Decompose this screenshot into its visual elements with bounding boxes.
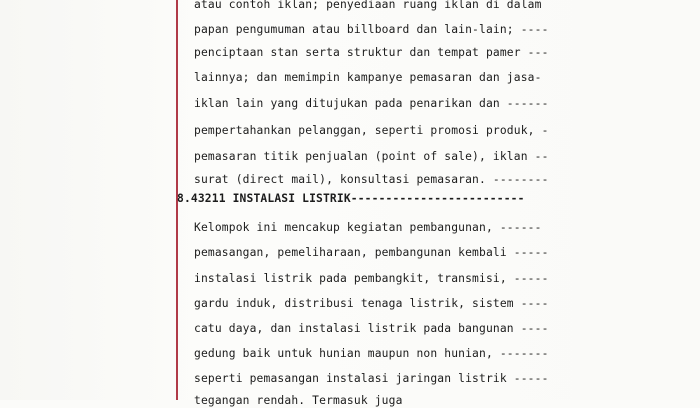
section-heading: 8.43211 INSTALASI LISTRIK------------------------- (177, 192, 525, 205)
body-line: catu daya, dan instalasi listrik pada bangunan ---- (194, 322, 549, 335)
body-line: instalasi listrik pada pembangkit, transmisi, ----- (194, 272, 549, 285)
body-line: Kelompok ini mencakup kegiatan pembangunan, ------ (194, 221, 542, 234)
body-line: atau contoh iklan; penyediaan ruang iklan di dalam (194, 0, 542, 11)
body-line: tegangan rendah. Termasuk juga (194, 394, 403, 407)
body-line: seperti pemasangan instalasi jaringan listrik ----- (194, 372, 549, 385)
body-line: pemasangan, pemeliharaan, pembangunan kembali ----- (194, 246, 549, 259)
body-line: pempertahankan pelanggan, seperti promosi produk, - (194, 124, 549, 137)
body-line: surat (direct mail), konsultasi pemasaran. -------- (194, 173, 549, 186)
body-line: gedung baik untuk hunian maupun non hunian, ------- (194, 347, 549, 360)
body-line: papan pengumuman atau billboard dan lain-lain; ---- (194, 23, 549, 36)
body-line: iklan lain yang ditujukan pada penarikan dan ------ (194, 97, 549, 110)
body-line: lainnya; dan memimpin kampanye pemasaran dan jasa- (194, 71, 542, 84)
body-line: gardu induk, distribusi tenaga listrik, sistem ---- (194, 297, 549, 310)
body-line: pemasaran titik penjualan (point of sale), iklan -- (194, 150, 549, 163)
body-line: penciptaan stan serta struktur dan tempat pamer --- (194, 46, 549, 59)
